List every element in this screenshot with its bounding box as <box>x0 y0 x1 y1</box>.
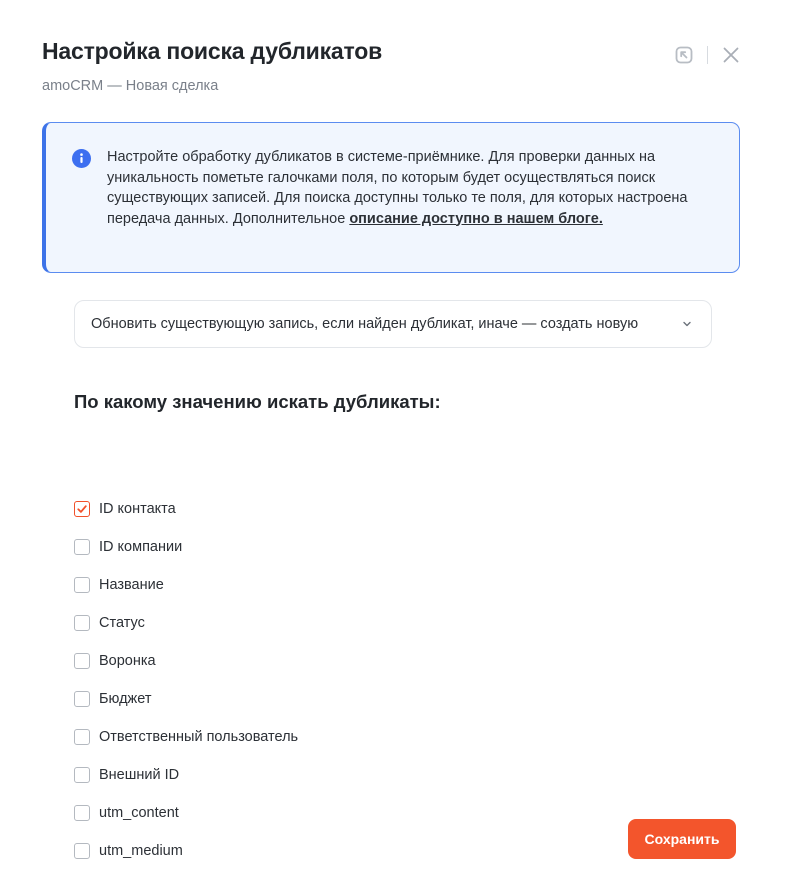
field-label: Статус <box>99 615 145 631</box>
info-text <box>107 147 727 229</box>
field-checkbox[interactable] <box>74 805 90 821</box>
field-label: Бюджет <box>99 691 152 707</box>
chevron-down-icon <box>681 318 693 330</box>
info-description: Настройте обработку дубликатов в системе-приёмнике. Для проверки данных на уникальность пометьте галочками поля, по которым будет осуществляться поиск существующих записей. Для поиска доступны только те поля, для которых настроена передача данных. Дополнительное <box>107 149 688 227</box>
open-external-button[interactable] <box>671 42 697 68</box>
header-actions <box>671 42 744 68</box>
close-button[interactable] <box>718 42 744 68</box>
field-checkbox[interactable] <box>74 653 90 669</box>
field-option[interactable] <box>74 499 298 537</box>
header-divider <box>707 46 708 64</box>
field-option[interactable] <box>74 613 298 651</box>
duplicate-action-value: Обновить существующую запись, если найден дубликат, иначе — создать новую <box>91 316 639 332</box>
fields-section-title: По какому значению искать дубликаты: <box>74 391 441 412</box>
field-label: ID компании <box>99 539 183 555</box>
field-label: Воронка <box>99 653 156 669</box>
field-checkbox[interactable] <box>74 539 90 555</box>
field-option[interactable] <box>74 575 298 613</box>
field-checkbox[interactable] <box>74 843 90 859</box>
open-external-icon <box>674 45 694 65</box>
field-checkbox[interactable] <box>74 691 90 707</box>
checkmark-icon <box>76 503 88 515</box>
info-icon <box>72 149 91 168</box>
duplicate-action-select[interactable] <box>74 300 712 348</box>
field-option[interactable] <box>74 537 298 575</box>
field-label: Внешний ID <box>99 767 180 783</box>
info-banner <box>42 122 740 273</box>
field-option[interactable] <box>74 651 298 689</box>
field-option[interactable] <box>74 689 298 727</box>
field-checkbox[interactable] <box>74 577 90 593</box>
field-option[interactable] <box>74 841 298 873</box>
field-label: Ответственный пользователь <box>99 729 299 745</box>
blog-description-link[interactable]: описание доступно в нашем блоге. <box>349 210 603 227</box>
field-checkbox[interactable] <box>74 615 90 631</box>
field-option[interactable] <box>74 803 298 841</box>
modal-subtitle: amoCRM — Новая сделка <box>42 78 219 94</box>
save-button[interactable]: Сохранить <box>628 819 736 859</box>
field-label: ID контакта <box>99 501 176 517</box>
field-option[interactable] <box>74 727 298 765</box>
field-checkbox[interactable] <box>74 729 90 745</box>
modal-title: Настройка поиска дубликатов <box>42 38 383 64</box>
duplicate-fields-list <box>74 499 298 873</box>
field-checkbox[interactable] <box>74 501 90 517</box>
field-label: utm_medium <box>99 843 183 859</box>
field-checkbox[interactable] <box>74 767 90 783</box>
field-label: utm_content <box>99 805 179 821</box>
field-label: Название <box>99 577 164 593</box>
field-option[interactable] <box>74 765 298 803</box>
close-icon <box>722 46 740 64</box>
